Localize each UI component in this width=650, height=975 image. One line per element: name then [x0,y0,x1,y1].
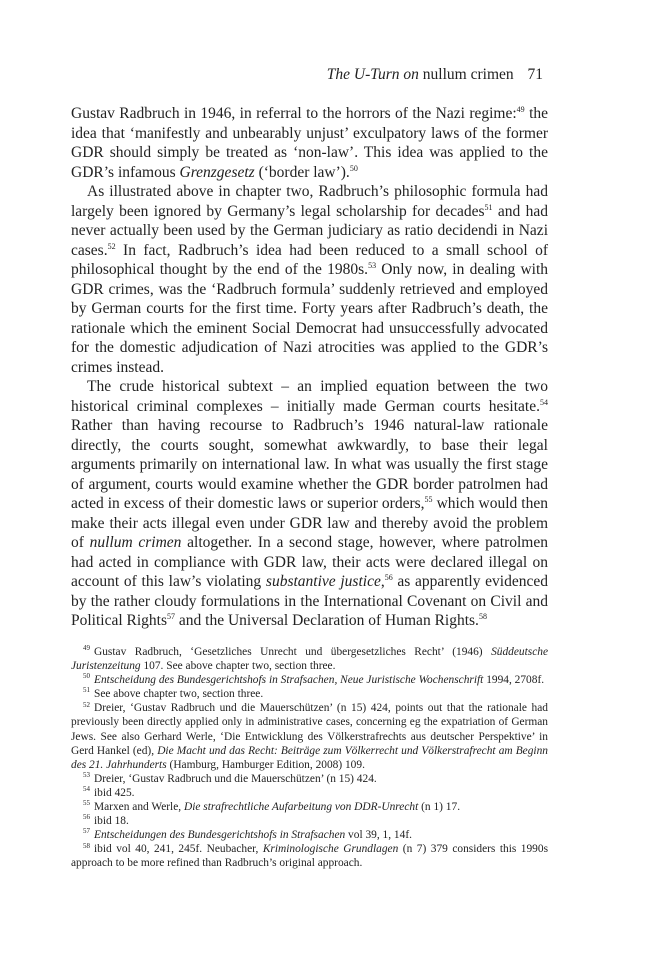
footnote-ref: 56 [384,572,393,582]
italic-term: Grenzgesetz [179,163,255,181]
footnote-number: 58 [83,841,90,850]
footnote-54 [71,786,548,800]
footnote-49 [71,645,548,673]
italic-term: nullum crimen [89,534,182,551]
footnote-55 [71,800,548,814]
footnote-ref: 52 [107,241,116,251]
footnote-56 [71,814,548,828]
footnote-number: 51 [83,686,90,695]
text-run: Gustav Radbruch, ‘Gesetzliches Unrecht und übergesetzliches Recht’ (1946) [94,646,492,658]
footnote-number: 56 [83,813,90,822]
text-run: (‘border law’). [254,163,350,181]
main-text [71,104,548,631]
italic-title: Die Macht und das Recht: Beiträge zum Völkerrecht und Völkerstrafrecht am Beginn des 21. Jahrhunderts [71,744,548,771]
footnote-51 [71,687,548,701]
paragraph-2 [71,182,548,377]
footnote-53 [71,772,548,786]
text-run: 1994, 2708f. [483,674,545,687]
running-header [327,66,543,84]
footnote-ref: 54 [540,397,548,407]
text-run: (n 1) 17. [418,801,461,814]
footnote-57 [71,828,548,842]
footnote-ref: 53 [368,260,377,270]
paragraph-1 [71,104,548,182]
footnote-ref: 50 [349,163,358,173]
text-run: Dreier, ‘Gustav Radbruch und die Mauerschützen’ (n 15) 424. [94,772,377,785]
text-run: ibid 18. [94,815,129,828]
footnote-number: 49 [83,644,90,653]
text-run: Gustav Radbruch in 1946, in referral to the horrors of the Nazi regime: [71,105,517,122]
footnote-ref: 49 [516,104,525,114]
text-run: , [380,573,385,590]
footnote-ref: 55 [424,494,433,504]
italic-title: Süddeutsche Juristenzeitung [71,646,548,673]
text-run: which would then make their acts illegal even under GDR law and thereby avoid the problem of [71,495,548,551]
text-run: Only now, in dealing with GDR crimes, was the ‘Radbruch formula’ suddenly retrieved and employed by German courts for the first time. Forty years after Radbruch’s death, the rationale which the eminent Social Democrat had unsuccessfully advocated for the domestic adjudication of Nazi atrocities was applied to the GDR’s crimes instead. [71,261,549,376]
header-title-roman: nullum crimen [422,66,514,83]
footnote-number: 54 [83,785,90,794]
text-run: altogether. In a second stage, however, where patrolmen had acted in compliance with GDR law, their acts were declared illegal on account of this law’s violating [71,534,548,590]
text-run: ibid vol 40, 241, 245f. Neubacher, [94,843,263,856]
footnote-number: 52 [83,700,90,709]
footnote-58 [71,842,548,870]
italic-title: Entscheidungen des Bundesgerichtshofs in Strafsachen [94,829,346,842]
text-run: Rather than having recourse to Radbruch’s 1946 natural-law rationale directly, the courts sought, somewhat awkwardly, to base their legal arguments primarily on international law. In what was usually the first stage of argument, courts would examine whether the GDR border patrolmen had acted in excess of their domestic laws or superior orders, [71,417,548,512]
text-run: In fact, Radbruch’s idea had been reduced to a small school of philosophical thought by the end of the 1980s. [71,241,548,278]
footnotes [71,645,548,871]
text-run: as apparently evidenced by the rather cloudy formulations in the International Covenant on Civil and Political Rights [71,573,548,629]
paragraph-3 [71,377,548,631]
footnote-number: 55 [83,799,90,808]
italic-term: substantive justice [265,573,381,590]
footnote-ref: 51 [484,202,493,212]
text-run: See above chapter two, section three. [94,688,264,701]
footnote-50 [71,673,548,687]
page-number: 71 [527,66,543,83]
footnote-number: 57 [83,827,90,836]
text-run: (Hamburg, Hamburger Edition, 2008) 109. [166,758,365,771]
text-run: vol 39, 1, 14f. [345,829,412,842]
text-run: the idea that ‘manifestly and unbearably unjust’ exculpatory laws of the former GDR should simply be treated as ‘non-law’. This idea was applied to the GDR’s infamous [71,105,548,181]
header-title-italic: The U-Turn on [326,66,419,83]
text-run: ibid 425. [94,786,135,799]
text-run: The crude historical subtext – an implied equation between the two historical criminal complexes – initially made German courts hesitate. [71,378,548,415]
italic-title: Kriminologische Grundlagen [262,843,399,856]
footnote-52 [71,701,548,771]
text-run: (n 7) 379 considers this 1990s approach to be more refined than Radbruch’s original approach. [71,843,548,870]
footnote-ref: 58 [478,611,487,621]
italic-title: Entscheidung des Bundesgerichtshofs in Strafsachen, Neue Juristische Wochenschrift [94,674,484,687]
footnote-number: 50 [83,672,90,681]
text-run: Marxen and Werle, [94,801,184,814]
italic-title: Die strafrechtliche Aufarbeitung von DDR-Unrecht [183,801,419,814]
text-run: Dreier, ‘Gustav Radbruch und die Mauerschützen’ (n 15) 424, points out that the rationale had previously been directly applied only in administrative cases, concerning eg the expatriation of German Jews. See also Gerhard Werle, ‘Die Entwicklung des Völkerstrafrechts aus deutscher Perspektive’ in Gerd Hankel (ed), [71,702,548,757]
footnote-ref: 57 [167,611,176,621]
text-run: As illustrated above in chapter two, Radbruch’s philosophic formula had largely been ignored by Germany’s legal scholarship for decades [71,183,548,220]
text-run: 107. See above chapter two, section three. [140,660,336,673]
text-run: and had never actually been used by the German judiciary as ratio decidendi in Nazi cases. [71,202,548,259]
footnote-number: 53 [83,771,90,780]
text-run: and the Universal Declaration of Human Rights. [175,612,479,629]
